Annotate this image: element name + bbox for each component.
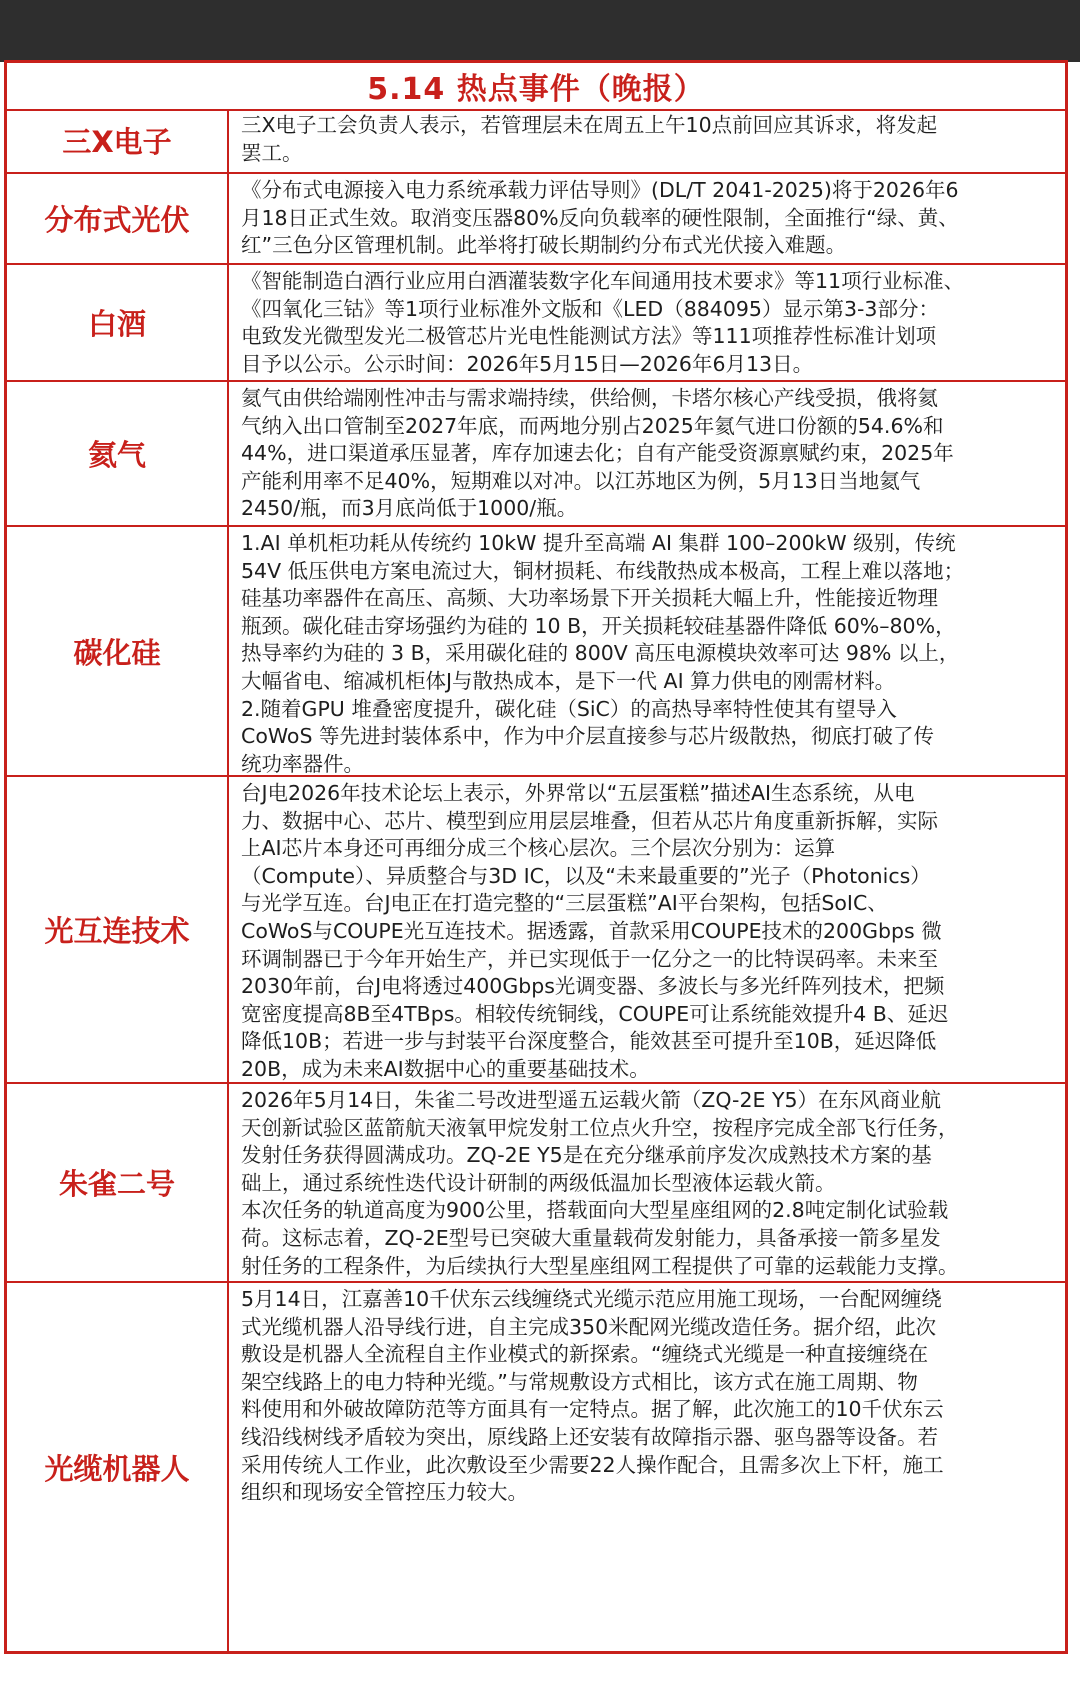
row-label: 三X电子: [62, 125, 172, 159]
row-content-cell: [229, 1283, 1065, 1651]
table-row: [7, 527, 1065, 777]
row-label: 白酒: [87, 307, 146, 341]
page-title: 5.14 热点事件（晚报）: [367, 72, 705, 107]
row-content: 2026年5月14日，朱雀二号改进型遥五运载火箭（ZQ-2E Y5）在东风商业航 天创新试验区蓝箭航天液氧甲烷发射工位点火升空，按程序完成全部飞行任务， 发射任务获得圆满成功。ZQ-2E Y5是在充分继承前序发次成熟技术方案的基 础上，通过系统性迭代设计研制的两级低温加长型液体运载火箭。 本次任务的轨道高度为900公里，搭载面向大型星座组网的2.8吨定制化试验载 荷。这标志着，ZQ-2E型号已突破大重量载荷发射能力，具备承接一箭多星发 射任务的工程条件，为后续执行大型星座组网工程提供了可靠的运载能力支撑。: [241, 1088, 959, 1278]
row-content-cell: [229, 777, 1065, 1082]
row-label: 光互连技术: [44, 914, 190, 948]
row-content-cell: [229, 382, 1065, 525]
row-label-cell: [7, 1283, 229, 1651]
row-content-cell: [229, 265, 1065, 380]
table-row: [7, 1084, 1065, 1283]
row-label: 碳化硅: [73, 635, 161, 670]
row-content-cell: [229, 174, 1065, 263]
row-label-cell: [7, 382, 229, 525]
table-row: [7, 174, 1065, 265]
row-label-cell: [7, 527, 229, 775]
row-label: 朱雀二号: [58, 1167, 175, 1201]
bottom-margin: [0, 1655, 1080, 1699]
row-content: 氦气由供给端刚性冲击与需求端持续，供给侧，卡塔尔核心产线受损，俄将氦 气纳入出口管制至2027年底，而两地分别占2025年氦气进口份额的54.6%和 44%，进口渠道承压显著，库存加速去化；自有产能受资源禀赋约束，2025年 产能利用率不足40%，短期难以对冲。以江苏地区为例，5月13日当地氦气 2450/瓶，而3月底尚低于1000/瓶。: [241, 386, 954, 521]
top-status-strip: [0, 0, 1080, 62]
table-row: [7, 1283, 1065, 1651]
table-row: [7, 777, 1065, 1084]
row-content: 《分布式电源接入电力系统承载力评估导则》(DL/T 2041-2025)将于2026年6 月18日正式生效。取消变压器80%反向负载率的硬性限制，全面推行“绿、黄、 红”三色分区管理机制。此举将打破长期制约分布式光伏接入难题。: [241, 178, 959, 258]
row-content-cell: [229, 109, 1065, 172]
row-content: 1.AI 单机柜功耗从传统约 10kW 提升至高端 AI 集群 100–200kW 级别，传统 54V 低压供电方案电流过大，铜材损耗、布线散热成本极高，工程上难以落地； 硅基功率器件在高压、高频、大功率场景下开关损耗大幅上升，性能接近物理 瓶颈。碳化硅击穿场强约为硅的 10 B，开关损耗较硅基器件降低 60%–80%， 热导率约为硅的 3 B，采用碳化硅的 800V 高压电源模块效率可达 98% 以上， 大幅省电、缩减机柜体J与散热成本，是下一代 AI 算力供电的刚需材料。 2.随着GPU 堆叠密度提升，碳化硅（SiC）的高热导率特性使其有望导入 CoWoS 等先进封装体系中，作为中介层直接参与芯片级散热，彻底打破了传 统功率器件。: [241, 531, 965, 775]
row-label: 分布式光伏: [44, 203, 190, 237]
news-table: [4, 60, 1068, 1654]
table-row: [7, 382, 1065, 527]
row-label: 氦气: [87, 438, 146, 472]
row-label-cell: [7, 1084, 229, 1281]
table-row: [7, 109, 1065, 174]
row-content: 5月14日，江嘉善10千伏东云线缠绕式光缆示范应用施工现场，一台配网缠绕 式光缆机器人沿导线行进，自主完成350米配网光缆改造任务。据介绍，此次 敷设是机器人全流程自主作业模式的新探索。“缠绕式光缆是一种直接缠绕在 架空线路上的电力特种光缆。”与常规敷设方式相比，该方式在施工周期、物 料使用和外破故障防范等方面具有一定特点。据了解，此次施工的10千伏东云 线沿线树线矛盾较为突出，原线路上还安装有故障指示器、驱鸟器等设备。若 采用传统人工作业，此次敷设至少需要22人操作配合，且需多次上下杆，施工 组织和现场安全管控压力较大。: [241, 1287, 944, 1505]
row-label: 光缆机器人: [44, 1451, 190, 1486]
table-title-row: [7, 63, 1065, 111]
row-label-cell: [7, 265, 229, 380]
row-content: 台J电2026年技术论坛上表示，外界常以“五层蛋糕”描述AI生态系统，从电 力、数据中心、芯片、模型到应用层层堆叠，但若从芯片角度重新拆解，实际 上AI芯片本身还可再细分成三个核心层次。三个层次分别为：运算 （Compute）、异质整合与3D IC，以及“未来最重要的”光子（Photonics） 与光学互连。台J电正在打造完整的“三层蛋糕”AI平台架构，包括SoIC、 CoWoS与COUPE光互连技术。据透露，首款采用COUPE技术的200Gbps 微 环调制器已于今年开始生产，并已实现低于一亿分之一的比特误码率。未来至 2030年前，台J电将透过400Gbps光调变器、多波长与多光纤阵列技术，把频 宽密度提高8B至4TBps。相较传统铜线，COUPE可让系统能效提升4 B、延迟 降低10B；若进一步与封装平台深度整合，能效甚至可提升至10B，延迟降低 20B，成为未来AI数据中心的重要基础技术。: [241, 781, 949, 1081]
row-content-cell: [229, 527, 1065, 775]
row-label-cell: [7, 174, 229, 263]
row-content-cell: [229, 1084, 1065, 1281]
row-content: 《智能制造白酒行业应用白酒灌装数字化车间通用技术要求》等11项行业标准、 《四氧化三钴》等1项行业标准外文版和《LED（884095）显示第3-3部分： 电致发光微型发光二极管芯片光电性能测试方法》等111项推荐性标准计划项 目予以公示。公示时间：2026年5月15日—2026年6月13日。: [241, 269, 965, 376]
row-content: 三X电子工会负责人表示，若管理层未在周五上午10点前回应其诉求，将发起 罢工。: [241, 113, 938, 165]
row-label-cell: [7, 777, 229, 1082]
row-label-cell: [7, 109, 229, 172]
table-row: [7, 265, 1065, 382]
